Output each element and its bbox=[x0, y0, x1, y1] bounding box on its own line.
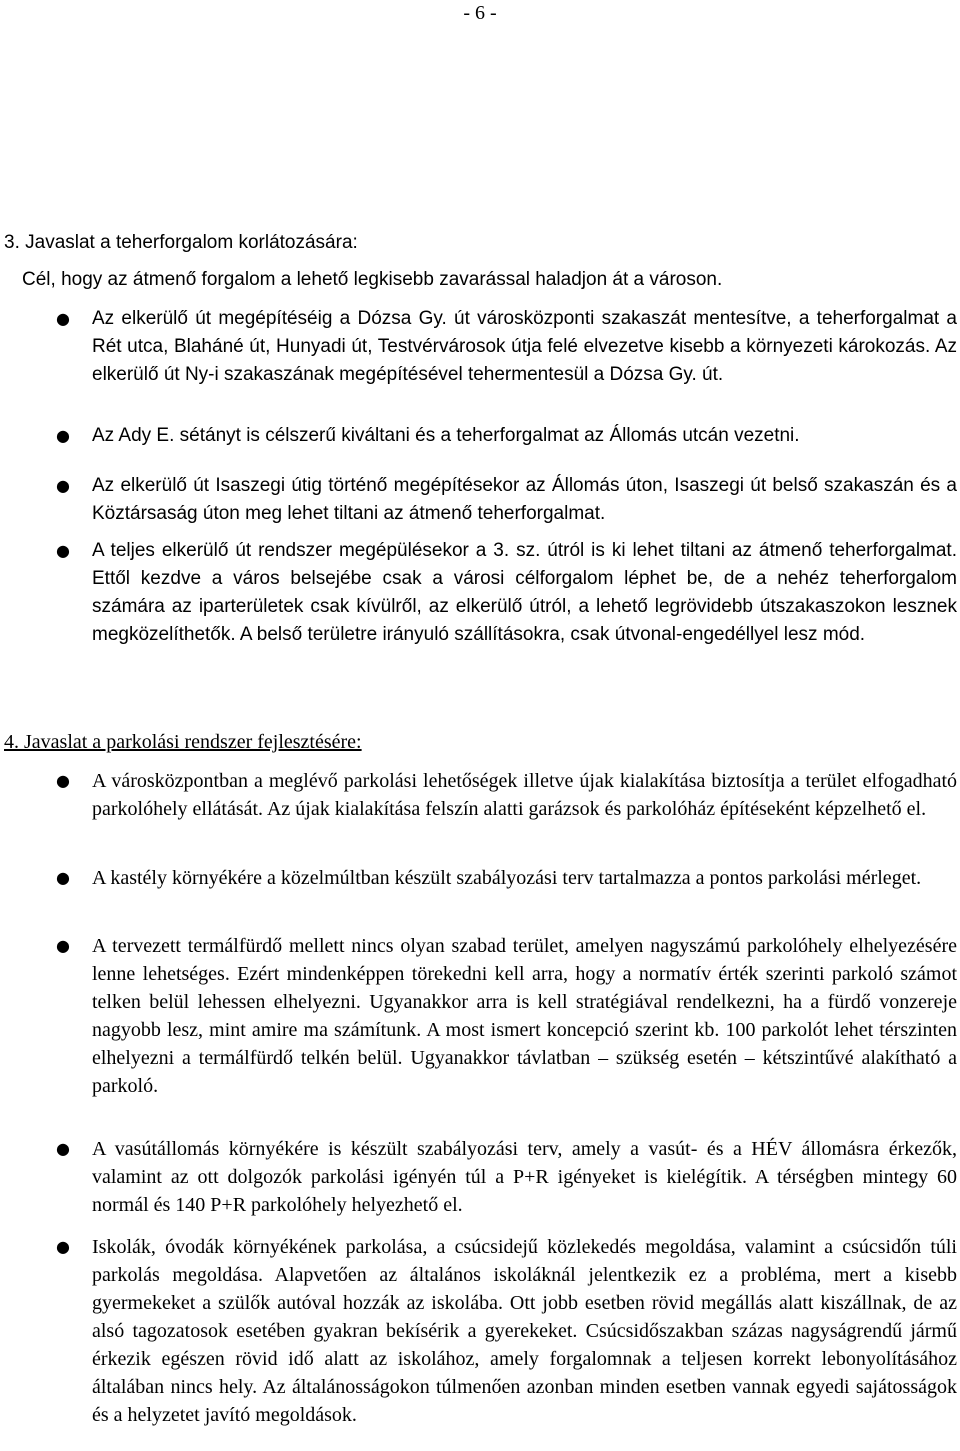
list-item-text: A kastély környékére a közelmúltban készült szabályozási terv tartalmazza a pontos parkolási mérleget. bbox=[92, 867, 922, 889]
list-item bbox=[56, 767, 957, 823]
bullet-icon: ● bbox=[56, 1139, 70, 1158]
bullet-icon: ● bbox=[56, 1237, 70, 1256]
list-item bbox=[56, 472, 957, 528]
list-item-text: Az elkerülő út Isaszegi útig történő megépítésekor az Állomás úton, Isaszegi út belső szakaszán és a Köztársaság úton meg lehet tiltani az átmenő teherforgalmat. bbox=[92, 475, 957, 524]
bullet-icon: ● bbox=[56, 771, 70, 790]
list-item bbox=[56, 1135, 957, 1219]
bullet-icon: ● bbox=[56, 426, 70, 445]
list-item bbox=[56, 422, 957, 450]
bullet-icon: ● bbox=[56, 309, 70, 328]
list-item-text: A vasútállomás környékére is készült szabályozási terv, amely a vasút- és a HÉV állomásra érkezők, valamint az ott dolgozók parkolási igényén túl a P+R igényeket is kielégítik. A térségben mintegy 60 normál és 140 P+R parkolóhely helyezhető el. bbox=[92, 1138, 957, 1216]
list-item bbox=[56, 305, 957, 389]
list-item-text: Az elkerülő út megépítéséig a Dózsa Gy. út városközponti szakaszát mentesítve, a teherforgalmat a Rét utca, Blaháné út, Hunyadi út, Testvérvárosok útja felé elvezetve kisebb a környezeti károkozás. Az elkerülő út Ny-i szakaszának megépítésével tehermentesül a Dózsa Gy. út. bbox=[92, 308, 957, 385]
list-item bbox=[56, 932, 957, 1100]
list-item-text: A teljes elkerülő út rendszer megépülésekor a 3. sz. útról is ki lehet tiltani az átmenő teherforgalmat. Ettől kezdve a város belsejébe csak a városi célforgalom léphet be, de a nehéz teherforgalom számára az iparterületek csak kívülről, az elkerülő útról, a lehető legrövidebb útszakaszokon lesznek megközelíthetők. A belső területre irányuló szállításokra, csak útvonal-engedéllyel lesz mód. bbox=[92, 540, 957, 645]
section-3-heading: 3. Javaslat a teherforgalom korlátozására: bbox=[4, 232, 358, 253]
bullet-icon: ● bbox=[56, 541, 70, 560]
bullet-icon: ● bbox=[56, 868, 70, 887]
list-item-text: Az Ady E. sétányt is célszerű kiváltani és a teherforgalmat az Állomás utcán vezetni. bbox=[92, 425, 800, 446]
list-item bbox=[56, 864, 957, 892]
section-4-heading: 4. Javaslat a parkolási rendszer fejlesztésére: bbox=[4, 731, 362, 753]
list-item-text: Iskolák, óvodák környékének parkolása, a csúcsidejű közlekedés megoldása, valamint a csúcsidőn túli parkolás megoldása. Alapvetően az általános iskoláknál jelentkezik ez a probléma, mert a kisebb gyermekeket a szülők autóval hozzák az iskolába. Ott jobb esetben rövid megállás alatt kiszállnak, de az alsó tagozatosok esetében gyakran bekísérik a gyerekeket. Csúcsidőszakban százas nagyságrendű jármű érkezik egészen rövid idő alatt az iskolához, amely forgalomnak a teljesen korrekt lebonyolításához általában nincs hely. Az általánosságokon túlmenően azonban minden esetben vannak egyedi sajátosságok és a helyzetet javító megoldások. bbox=[92, 1236, 957, 1426]
section-3-intro: Cél, hogy az átmenő forgalom a lehető legkisebb zavarással haladjon át a városon. bbox=[22, 269, 723, 290]
list-item-text: A tervezett termálfürdő mellett nincs olyan szabad terület, amelyen nagyszámú parkolóhely elhelyezésére lenne lehetséges. Ezért mindenképpen törekedni kell arra, hogy a normatív érték szerinti parkoló számot telken belül lehessen elhelyezni. Ugyanakkor arra is kell stratégiával rendelkezni, ha a fürdő vonzereje nagyobb lesz, mint amire ma számítunk. A most ismert koncepció szerint kb. 100 parkolót lehet térszinten elhelyezni a termálfürdő telkén belül. Ugyanakkor távlatban – szükség esetén – kétszintűvé alakítható a parkoló. bbox=[92, 935, 957, 1097]
list-item bbox=[56, 1233, 957, 1429]
bullet-icon: ● bbox=[56, 936, 70, 955]
bullet-icon: ● bbox=[56, 476, 70, 495]
list-item-text: A városközpontban a meglévő parkolási lehetőségek illetve újak kialakítása biztosítja a terület elfogadható parkolóhely ellátását. Az újak kialakítása felszín alatti garázsok és parkolóház építéseként képzelhető el. bbox=[92, 770, 957, 820]
page-number: - 6 - bbox=[463, 2, 497, 24]
list-item bbox=[56, 537, 957, 649]
